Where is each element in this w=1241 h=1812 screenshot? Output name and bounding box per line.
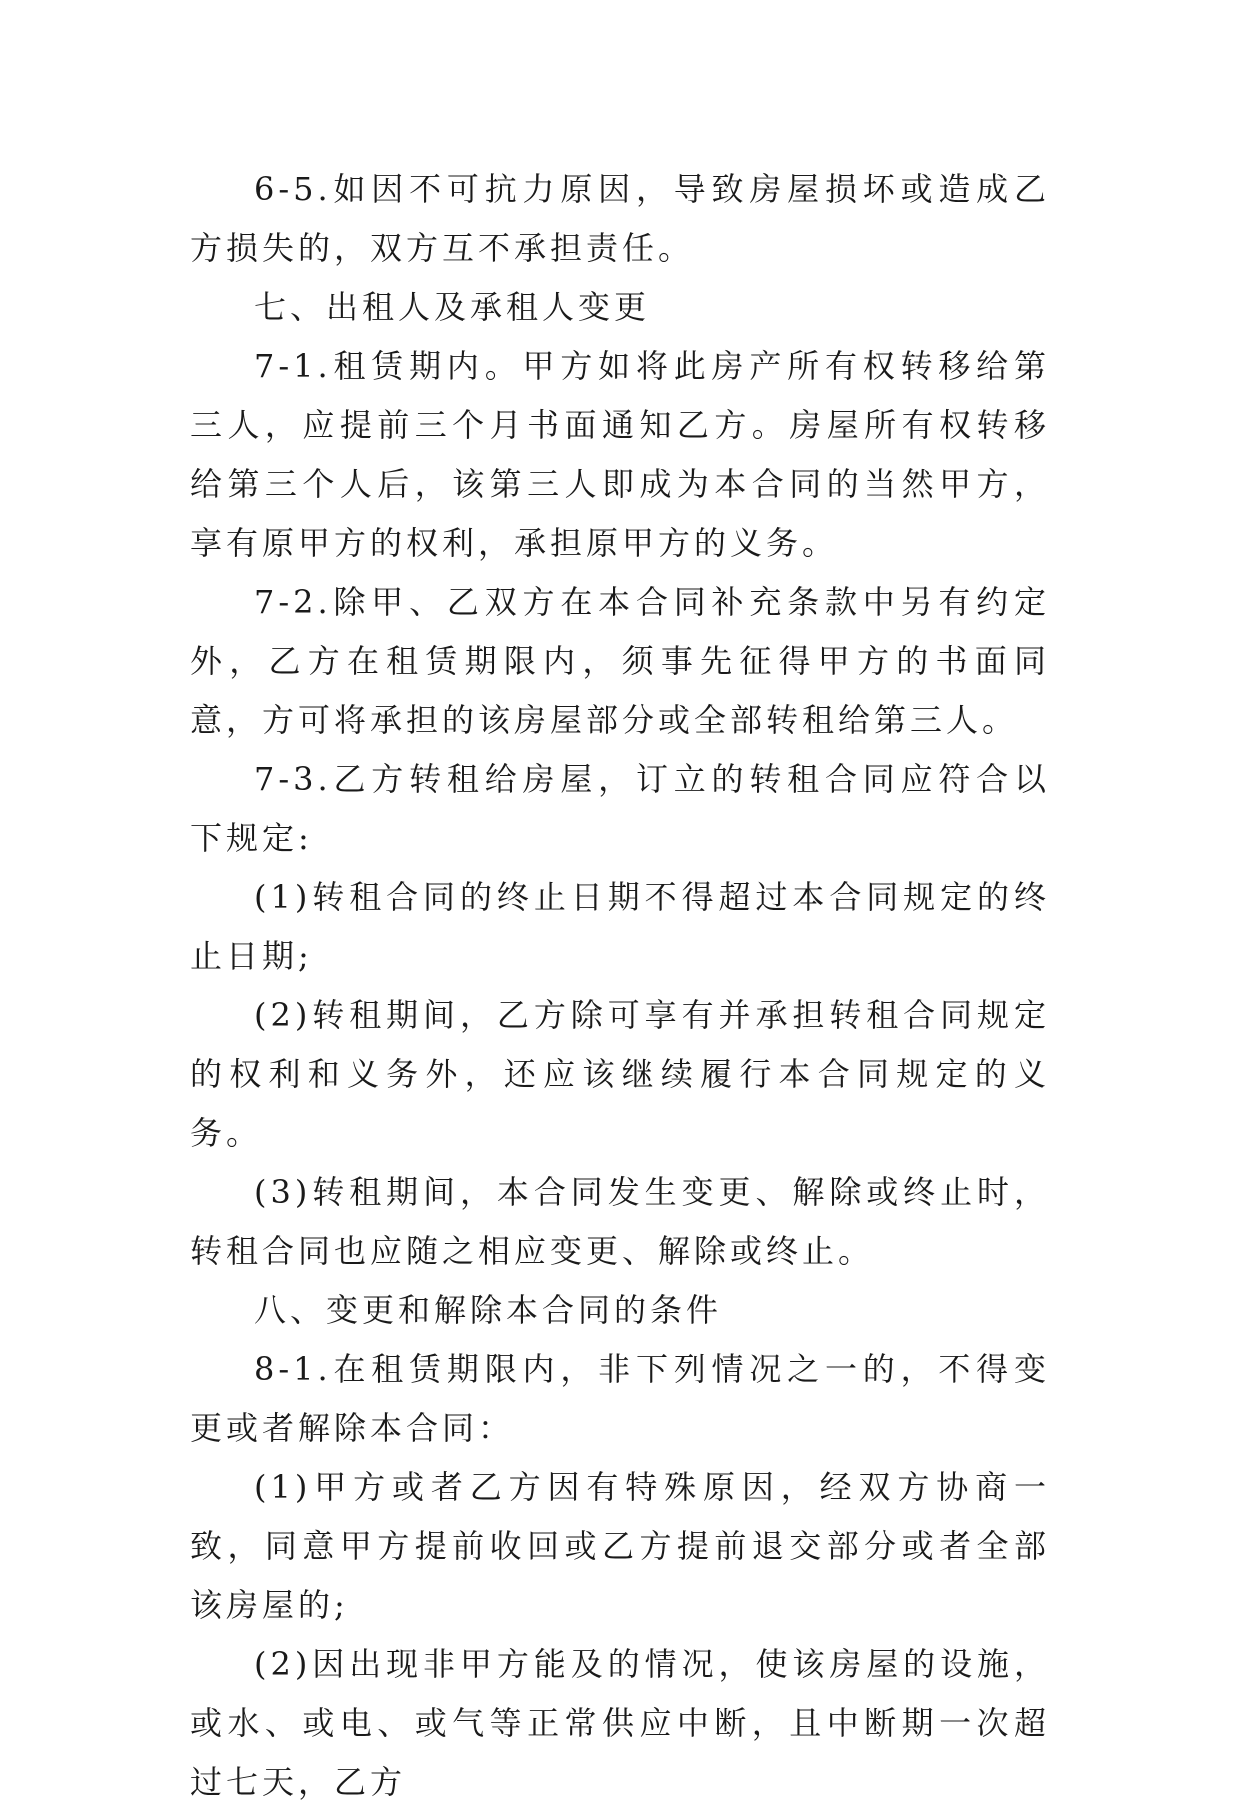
document-body xyxy=(190,160,1050,1812)
clause-7-3-item-3: (3)转租期间，本合同发生变更、解除或终止时，转租合同也应随之相应变更、解除或终止。 xyxy=(190,1173,1050,1270)
clause-8-1-item-2: (2)因出现非甲方能及的情况，使该房屋的设施，或水、或电、或气等正常供应中断，且中断期一次超过七天，乙方 xyxy=(190,1645,1050,1801)
clause-7-3: 7-3.乙方转租给房屋，订立的转租合同应符合以下规定: xyxy=(190,760,1050,857)
section-7-heading: 七、出租人及承租人变更 xyxy=(254,288,651,326)
clause-7-2: 7-2.除甲、乙双方在本合同补充条款中另有约定外，乙方在租赁期限内，须事先征得甲方的书面同意，方可将承担的该房屋部分或全部转租给第三人。 xyxy=(190,583,1050,739)
clause-8-1-item-1: (1)甲方或者乙方因有特殊原因，经双方协商一致，同意甲方提前收回或乙方提前退交部分或者全部该房屋的; xyxy=(190,1468,1050,1624)
clause-8-1: 8-1.在租赁期限内，非下列情况之一的，不得变更或者解除本合同： xyxy=(190,1350,1050,1447)
clause-6-5: 6-5.如因不可抗力原因，导致房屋损坏或造成乙方损失的，双方互不承担责任。 xyxy=(190,170,1050,267)
section-8-heading: 八、变更和解除本合同的条件 xyxy=(254,1291,723,1329)
clause-7-3-item-2: (2)转租期间，乙方除可享有并承担转租合同规定的权利和义务外，还应该继续履行本合同规定的义务。 xyxy=(190,996,1050,1152)
clause-7-1: 7-1.租赁期内。甲方如将此房产所有权转移给第三人，应提前三个月书面通知乙方。房屋所有权转移给第三个人后，该第三人即成为本合同的当然甲方，享有原甲方的权利，承担原甲方的义务。 xyxy=(190,347,1050,562)
clause-7-3-item-1: (1)转租合同的终止日期不得超过本合同规定的终止日期; xyxy=(190,878,1050,975)
